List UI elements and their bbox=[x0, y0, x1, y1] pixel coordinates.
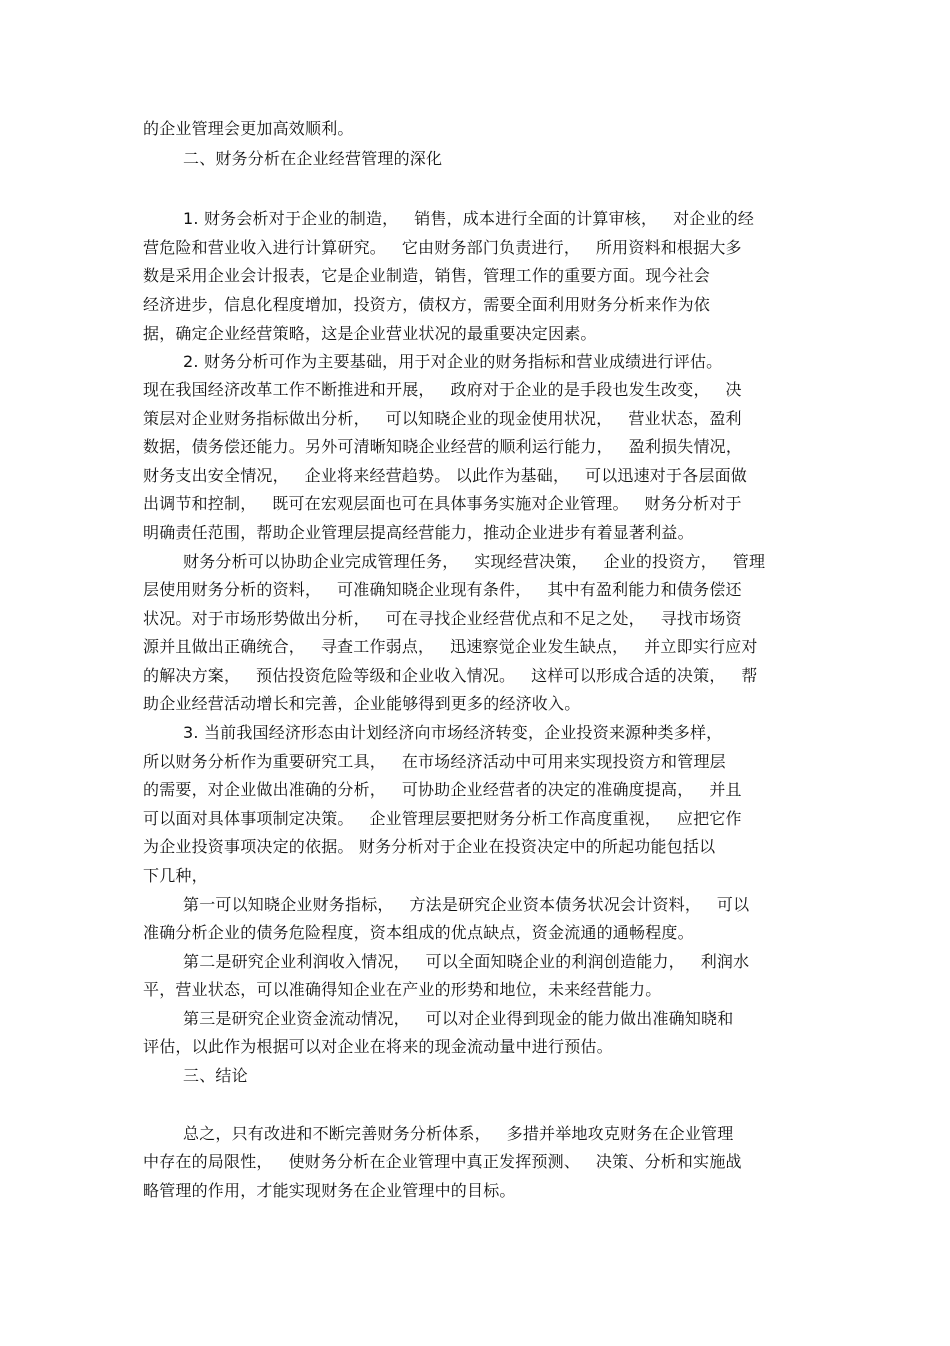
text-line: 的企业管理会更加高效顺利。 bbox=[143, 119, 354, 138]
text-line: 据，确定企业经营策略，这是企业营业状况的最重要决定因素。 bbox=[143, 324, 597, 343]
text-line: 源并且做出正确统合， 寻查工作弱点， 迅速察觉企业发生缺点， 并立即实行应对 bbox=[143, 637, 758, 656]
text-line: 略管理的作用，才能实现财务在企业管理中的目标。 bbox=[143, 1181, 516, 1200]
text-line: 出调节和控制， 既可在宏观层面也可在具体事务实施对企业管理。 财务分析对于 bbox=[143, 494, 742, 513]
text-line: 数是采用企业会计报表，它是企业制造，销售，管理工作的重要方面。现今社会 bbox=[143, 266, 711, 285]
text-line: 的解决方案， 预估投资危险等级和企业收入情况。 这样可以形成合适的决策， 帮 bbox=[143, 666, 758, 685]
text-line: 准确分析企业的债务危险程度，资本组成的优点缺点，资金流通的通畅程度。 bbox=[143, 923, 694, 942]
text-line: 3. 当前我国经济形态由计划经济向市场经济转变，企业投资来源种类多样， bbox=[183, 723, 723, 742]
text-line: 策层对企业财务指标做出分析， 可以知晓企业的现金使用状况， 营业状态，盈利 bbox=[143, 409, 742, 428]
text-line: 的需要，对企业做出准确的分析， 可协助企业经营者的决定的准确度提高， 并且 bbox=[143, 780, 742, 799]
text-line: 现在我国经济改革工作不断推进和开展， 政府对于企业的是手段也发生改变， 决 bbox=[143, 380, 742, 399]
text-line: 明确责任范围，帮助企业管理层提高经营能力，推动企业进步有着显著利益。 bbox=[143, 523, 694, 542]
text-line: 营危险和营业收入进行计算研究。 它由财务部门负责进行， 所用资料和根据大多 bbox=[143, 238, 742, 257]
text-line: 助企业经营活动增长和完善，企业能够得到更多的经济收入。 bbox=[143, 694, 581, 713]
text-line: 中存在的局限性， 使财务分析在企业管理中真正发挥预测、 决策、分析和实施战 bbox=[143, 1152, 742, 1171]
text-line: 财务支出安全情况， 企业将来经营趋势。 以此作为基础， 可以迅速对于各层面做 bbox=[143, 466, 748, 485]
text-line: 2. 财务分析可作为主要基础，用于对企业的财务指标和营业成绩进行评估。 bbox=[183, 352, 723, 371]
text-line: 评估，以此作为根据可以对企业在将来的现金流动量中进行预估。 bbox=[143, 1037, 613, 1056]
text-line: 可以面对具体事项制定决策。 企业管理层要把财务分析工作高度重视， 应把它作 bbox=[143, 809, 742, 828]
text-line: 第一可以知晓企业财务指标， 方法是研究企业资本债务状况会计资料， 可以 bbox=[183, 895, 750, 914]
text-line: 数据，债务偿还能力。另外可清晰知晓企业经营的顺利运行能力， 盈利损失情况， bbox=[143, 437, 743, 456]
text-line: 总之，只有改进和不断完善财务分析体系， 多措并举地攻克财务在企业管理 bbox=[183, 1124, 734, 1143]
text-line: 所以财务分析作为重要研究工具， 在市场经济活动中可用来实现投资方和管理层 bbox=[143, 752, 726, 771]
text-line: 层使用财务分析的资料， 可准确知晓企业现有条件， 其中有盈利能力和债务偿还 bbox=[143, 580, 742, 599]
text-line: 经济进步，信息化程度增加，投资方，债权方，需要全面利用财务分析来作为依 bbox=[143, 295, 711, 314]
text-line: 1. 财务会析对于企业的制造， 销售，成本进行全面的计算审核， 对企业的经 bbox=[183, 209, 755, 228]
text-line: 第二是研究企业利润收入情况， 可以全面知晓企业的利润创造能力， 利润水 bbox=[183, 952, 750, 971]
text-line: 财务分析可以协助企业完成管理任务， 实现经营决策， 企业的投资方， 管理 bbox=[183, 552, 766, 571]
text-line: 为企业投资事项决定的依据。 财务分析对于企业在投资决定中的所起功能包括以 bbox=[143, 837, 716, 856]
text-line: 第三是研究企业资金流动情况， 可以对企业得到现金的能力做出准确知晓和 bbox=[183, 1009, 734, 1028]
text-line: 平，营业状态，可以准确得知企业在产业的形势和地位，未来经营能力。 bbox=[143, 980, 662, 999]
section-heading: 二、财务分析在企业经营管理的深化 bbox=[183, 149, 443, 168]
section-heading: 三、结论 bbox=[183, 1066, 248, 1085]
text-line: 下几种， bbox=[143, 866, 208, 885]
text-line: 状况。对于市场形势做出分析， 可在寻找企业经营优点和不足之处， 寻找市场资 bbox=[143, 609, 742, 628]
